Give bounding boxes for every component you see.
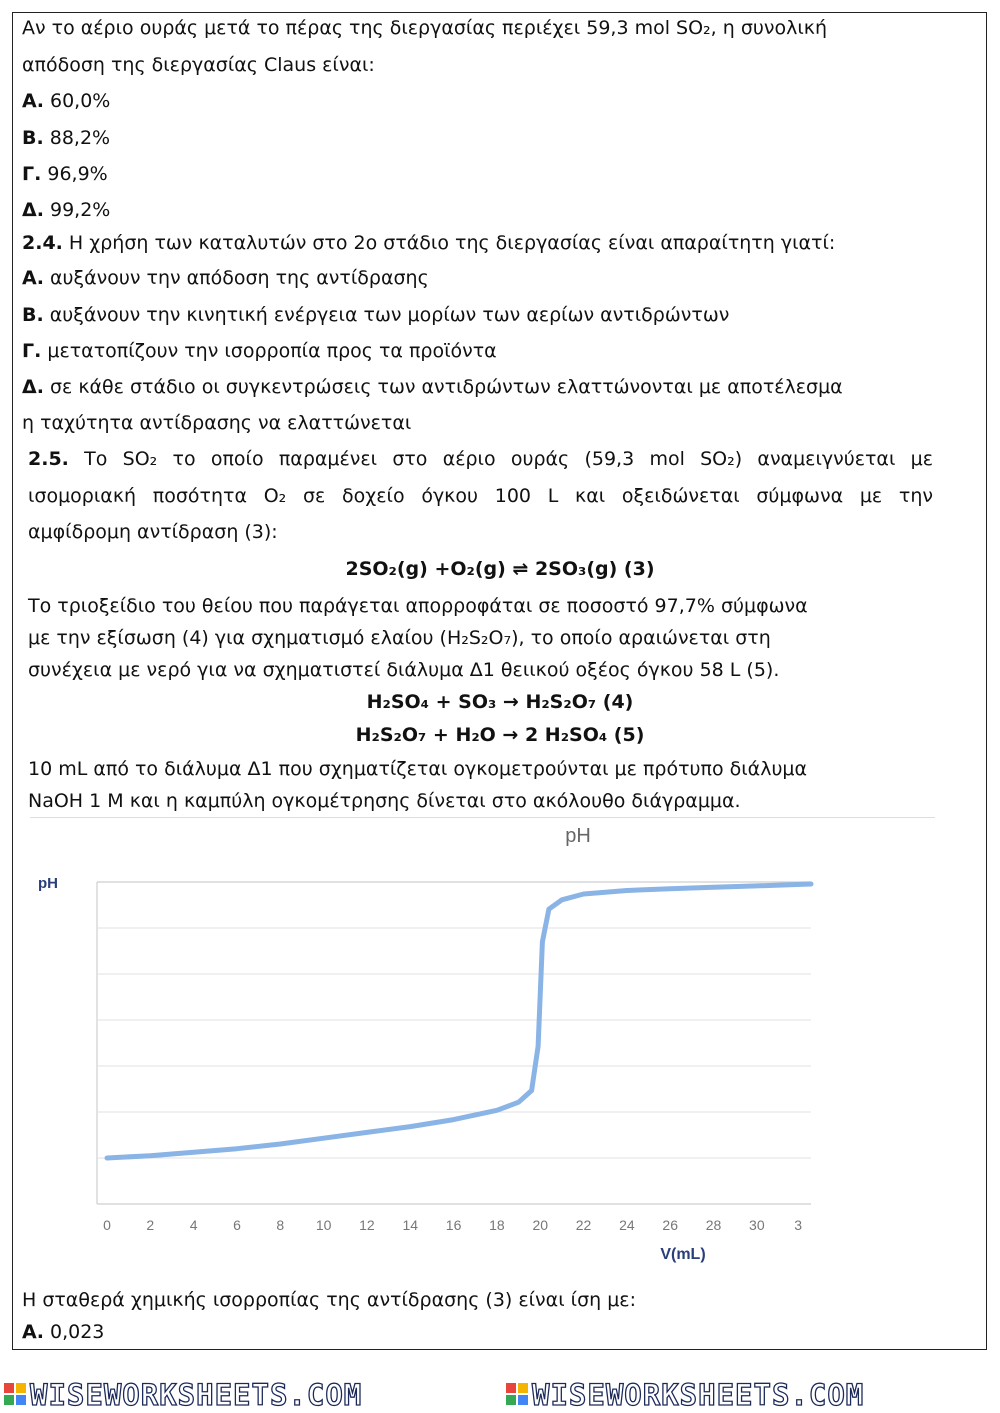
option-c — [22, 162, 108, 186]
q24-option-a — [22, 266, 429, 290]
brand-text: WISEWORKSHEETS.COM — [30, 1378, 363, 1412]
reaction-5: H₂S₂O₇ + H₂O → 2 H₂SO₄ (5) — [355, 724, 645, 746]
option-letter: Δ. — [22, 199, 44, 221]
option-letter: Δ. — [22, 376, 44, 398]
option-a — [22, 89, 110, 113]
logo-icon — [506, 1383, 528, 1405]
question-number: 2.5. — [28, 448, 69, 470]
paragraph-line1: Το τριοξείδιο του θείου που παράγεται απορροφάται σε ποσοστό 97,7% σύμφωνα — [28, 595, 808, 617]
question-2-5-line1 — [28, 447, 933, 471]
x-tick-label: 8 — [276, 1217, 285, 1233]
x-tick-label: 12 — [359, 1217, 375, 1233]
option-text: 88,2% — [43, 127, 111, 149]
option-text: μετατοπίζουν την ισορροπία προς τα προϊόντα — [41, 340, 497, 362]
ph-curve — [107, 884, 811, 1158]
final-question: Η σταθερά χημικής ισορροπίας της αντίδρασης (3) είναι ίση με: — [22, 1289, 636, 1311]
titration-chart — [0, 818, 1000, 1278]
question-text: Το SO₂ το οποίο παραμένει στο αέριο ουράς (59,3 mol SO₂) αναμειγνύεται με — [68, 448, 933, 470]
option-text: 60,0% — [43, 90, 111, 112]
option-letter: Α. — [22, 267, 44, 289]
question-intro-line2: απόδοση της διεργασίας Claus είναι: — [22, 54, 375, 76]
question-intro-line1: Αν το αέριο ουράς μετά το πέρας της διεργασίας περιέχει 59,3 mol SO₂, η συνολική — [22, 17, 828, 39]
logo-icon — [4, 1383, 26, 1405]
option-text: σε κάθε στάδιο οι συγκεντρώσεις των αντιδρώντων ελαττώνονται με αποτέλεσμα — [43, 376, 843, 398]
option-letter: Α. — [22, 90, 44, 112]
chart-title: pH — [565, 825, 591, 847]
option-letter: Β. — [22, 127, 44, 149]
option-text: 99,2% — [43, 199, 111, 221]
x-tick-label: 14 — [402, 1217, 419, 1233]
x-tick-label: 24 — [619, 1217, 635, 1233]
x-tick-label: 2 — [146, 1217, 155, 1233]
question-number: 2.4. — [22, 232, 63, 254]
option-letter: Β. — [22, 304, 44, 326]
x-tick-label: 16 — [445, 1217, 462, 1233]
option-d — [22, 198, 110, 222]
option-text: 96,9% — [41, 163, 108, 185]
reaction-4: H₂SO₄ + SO₃ → H₂S₂O₇ (4) — [366, 691, 634, 713]
x-tick-label: 3 — [794, 1217, 803, 1233]
q24-option-d — [22, 375, 843, 399]
paragraph-line5: NaOH 1 M και η καμπύλη ογκομέτρησης δίνεται στο ακόλουθο διάγραμμα. — [28, 790, 741, 812]
chart-xlabel: V(mL) — [660, 1246, 706, 1263]
paragraph-line4: 10 mL από το διάλυμα Δ1 που σχηματίζεται ογκομετρούνται με πρότυπο διάλυμα — [28, 758, 808, 780]
option-letter: Α. — [22, 1321, 44, 1343]
question-2-5-line2: ισομοριακή ποσότητα O₂ σε δοχείο όγκου 100 L και οξειδώνεται σύμφωνα με την — [28, 485, 933, 507]
reaction-3: 2SO₂(g) +O₂(g) ⇌ 2SO₃(g) (3) — [345, 558, 655, 580]
x-tick-label: 22 — [575, 1217, 592, 1233]
final-option-a — [22, 1320, 104, 1344]
x-tick-label: 10 — [315, 1217, 332, 1233]
option-b — [22, 126, 110, 150]
paragraph-line2: με την εξίσωση (4) για σχηματισμό ελαίου (H₂S₂O₇), το οποίο αραιώνεται στη — [28, 627, 771, 649]
x-tick-label: 20 — [532, 1217, 549, 1233]
question-2-4 — [22, 231, 835, 255]
x-tick-label: 30 — [749, 1217, 765, 1233]
brand-text: WISEWORKSHEETS.COM — [532, 1378, 865, 1412]
footer-watermark — [0, 1378, 1000, 1413]
question-2-5-line3: αμφίδρομη αντίδραση (3): — [28, 521, 278, 543]
x-tick-label: 4 — [189, 1217, 198, 1233]
q24-option-c — [22, 339, 497, 363]
paragraph-line3: συνέχεια με νερό για να σχηματιστεί διάλυμα Δ1 θειικού οξέος όγκου 58 L (5). — [28, 659, 780, 681]
x-tick-label: 18 — [489, 1217, 505, 1233]
q24-continuation: η ταχύτητα αντίδρασης να ελαττώνεται — [22, 412, 412, 434]
option-text: 0,023 — [43, 1321, 105, 1343]
x-tick-label: 26 — [662, 1217, 678, 1233]
option-letter: Γ. — [22, 340, 42, 362]
chart-grid — [97, 882, 811, 1204]
x-tick-label: 28 — [705, 1217, 722, 1233]
option-text: αυξάνουν την απόδοση της αντίδρασης — [43, 267, 429, 289]
chart-ylabel: pH — [38, 875, 58, 892]
option-text: αυξάνουν την κινητική ενέργεια των μορίων των αερίων αντιδρώντων — [43, 304, 730, 326]
q24-option-b — [22, 303, 729, 327]
x-tick-label: 0 — [103, 1217, 111, 1233]
x-tick-labels — [103, 1217, 802, 1233]
question-text: Η χρήση των καταλυτών στο 2ο στάδιο της διεργασίας είναι απαραίτητη γιατί: — [62, 232, 836, 254]
option-letter: Γ. — [22, 163, 42, 185]
x-tick-label: 6 — [233, 1217, 241, 1233]
